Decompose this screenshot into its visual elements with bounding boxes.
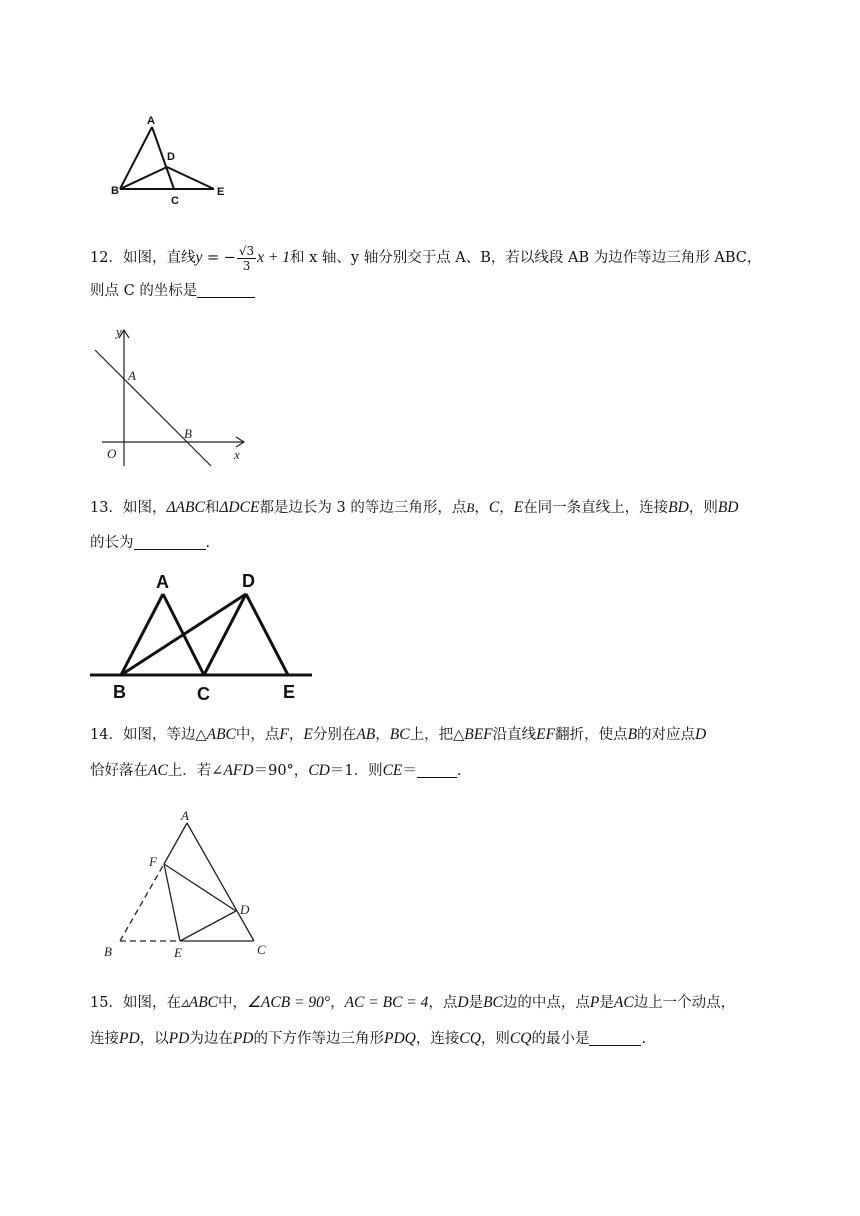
math-afd: AFD xyxy=(223,762,254,779)
segment-fe xyxy=(164,864,180,941)
math-triangle-abc: ▵ABC xyxy=(180,994,219,1011)
question-text: 如图，在 xyxy=(122,995,181,1011)
question-text: 如图， xyxy=(122,500,167,516)
figure-13-diagram xyxy=(90,566,320,706)
math-cq: CQ xyxy=(509,1030,532,1047)
label-b: B xyxy=(113,682,126,702)
question-text: 边的中点，点 xyxy=(502,995,590,1011)
question-text: ＝ xyxy=(402,763,417,779)
math-point-e: E xyxy=(513,499,524,516)
question-15 xyxy=(90,985,780,1057)
math-point-c: C xyxy=(488,499,500,516)
label-d: D xyxy=(242,571,255,591)
math-pd: PD xyxy=(232,1030,254,1047)
question-text: 边上一个动点， xyxy=(633,995,736,1011)
comma: ， xyxy=(474,500,489,516)
math-angle-acb: ∠ACB = 90° xyxy=(247,994,331,1011)
math-p: P xyxy=(589,994,600,1011)
question-15-line-2 xyxy=(90,1021,780,1057)
question-text: ，以 xyxy=(139,1031,169,1047)
question-text: 和 x 轴、y 轴分别交于点 A、B，若以线段 AB 为边作等边三角形 ABC， xyxy=(290,250,762,266)
question-text: 如图，直线 xyxy=(122,250,196,266)
math-ac: AC xyxy=(613,994,634,1011)
math-ef: EF xyxy=(536,726,556,743)
math-ab: AB xyxy=(356,726,376,743)
label-f: F xyxy=(149,854,157,869)
label-c: C xyxy=(257,942,266,957)
question-text: 和 xyxy=(204,500,220,516)
answer-blank[interactable] xyxy=(197,281,255,298)
question-14 xyxy=(90,717,780,789)
math-ce: CE xyxy=(382,762,403,779)
label-a: A xyxy=(181,808,189,823)
question-text: 中，点 xyxy=(235,727,280,743)
question-12-line-1 xyxy=(90,240,780,276)
question-text: 翻折，使点 xyxy=(555,727,628,743)
math-d: D xyxy=(695,726,707,743)
question-text: 分别在 xyxy=(312,727,357,743)
question-12 xyxy=(90,240,780,309)
question-text: 的最小是 xyxy=(531,1031,590,1047)
question-text: . xyxy=(456,763,462,779)
segment-ac xyxy=(187,823,254,941)
question-13-line-1 xyxy=(90,490,780,526)
question-text: . xyxy=(641,1031,647,1047)
question-text: 是 xyxy=(599,995,614,1011)
label-a: A xyxy=(147,115,155,127)
question-text: 上．若∠ xyxy=(167,763,224,779)
question-text: 都是边长为 3 的等边三角形，点 xyxy=(259,500,467,516)
question-number: 14． xyxy=(90,727,123,743)
question-text: ，点 xyxy=(428,995,458,1011)
math-bc: BC xyxy=(483,994,503,1011)
question-14-line-2 xyxy=(90,753,780,789)
segment-ed xyxy=(180,911,236,941)
label-a: A xyxy=(156,572,169,592)
question-text: . xyxy=(205,535,211,551)
question-text: ＝90°， xyxy=(253,763,309,779)
question-text: 连接 xyxy=(90,1031,119,1047)
equation-rest: x + 1 xyxy=(257,249,290,266)
segment-bf-dashed xyxy=(120,864,164,941)
equation-fraction xyxy=(237,244,256,273)
math-d: D xyxy=(457,994,469,1011)
equation-y: y xyxy=(195,249,203,266)
question-12-line-2 xyxy=(90,274,780,309)
figure-13 xyxy=(90,566,320,706)
segment-de xyxy=(167,167,214,189)
question-text: 的对应点 xyxy=(637,727,696,743)
question-13-line-2 xyxy=(90,526,780,561)
question-text: 沿直线 xyxy=(492,727,537,743)
label-a: A xyxy=(128,368,136,383)
question-text: ，则 xyxy=(688,500,718,516)
label-e: E xyxy=(174,945,182,960)
comma: ， xyxy=(288,727,304,743)
math-bd: BD xyxy=(717,499,739,516)
question-text: 则点 C 的坐标是 xyxy=(90,283,198,299)
math-f: F xyxy=(279,726,289,743)
question-text: ，则 xyxy=(480,1031,510,1047)
math-e: E xyxy=(303,726,313,743)
comma: ， xyxy=(375,727,390,743)
label-b: B xyxy=(111,185,119,197)
question-text: 在同一条直线上，连接 xyxy=(523,500,669,516)
label-e: E xyxy=(217,186,225,198)
math-cq: CQ xyxy=(459,1030,481,1047)
comma: ， xyxy=(330,995,345,1011)
math-ac-bc: AC = BC = 4 xyxy=(344,994,429,1011)
label-d: D xyxy=(240,902,250,917)
math-abc: ABC xyxy=(206,726,236,743)
math-cd: CD xyxy=(308,762,330,779)
label-b: B xyxy=(104,944,112,959)
question-text: ＝1．则 xyxy=(329,763,383,779)
segment-bd xyxy=(120,167,167,189)
label-c: C xyxy=(171,195,179,207)
question-text: 上，把△ xyxy=(409,727,465,743)
fraction-numerator: √3 xyxy=(238,243,255,258)
question-text: 是 xyxy=(468,995,484,1011)
question-text: 为边在 xyxy=(189,1031,233,1047)
figure-14 xyxy=(98,806,278,966)
question-text: ，连接 xyxy=(415,1031,460,1047)
math-b: B xyxy=(627,726,638,743)
figure-14-diagram xyxy=(98,806,278,966)
figure-12 xyxy=(92,326,262,466)
answer-blank[interactable] xyxy=(589,1029,641,1046)
question-text: 如图，等边△ xyxy=(122,727,207,743)
label-y: y xyxy=(116,324,122,339)
math-pd: PD xyxy=(168,1030,190,1047)
question-14-line-1 xyxy=(90,717,780,753)
question-text: 中， xyxy=(218,995,248,1011)
segment-ab xyxy=(120,127,152,189)
question-number: 13． xyxy=(90,500,123,516)
math-ac: AC xyxy=(148,762,168,779)
math-pdq: PDQ xyxy=(384,1030,416,1047)
question-text: 恰好落在 xyxy=(90,763,148,779)
answer-blank[interactable] xyxy=(417,761,457,778)
question-15-line-1 xyxy=(90,985,780,1021)
segment-de xyxy=(246,594,288,675)
figure-11-diagram xyxy=(108,112,238,207)
segment-fa xyxy=(164,823,187,864)
label-e: E xyxy=(283,682,296,702)
math-bd: BD xyxy=(668,499,689,516)
math-pd: PD xyxy=(119,1030,140,1047)
comma: ， xyxy=(499,500,514,516)
question-number: 15． xyxy=(90,995,123,1011)
label-o: O xyxy=(107,446,117,461)
math-bef: BEF xyxy=(464,726,493,743)
question-text: 的长为 xyxy=(90,535,134,551)
label-x: x xyxy=(234,447,240,462)
segment-fd xyxy=(164,864,236,911)
math-point-b: B xyxy=(466,500,475,515)
question-number: 12． xyxy=(90,250,123,266)
fraction-denominator: 3 xyxy=(242,258,251,273)
figure-12-diagram xyxy=(92,326,262,466)
math-bc: BC xyxy=(389,726,410,743)
label-c: C xyxy=(197,684,210,704)
math-triangle-dce: ΔDCE xyxy=(219,499,260,516)
segment-bd xyxy=(121,594,246,675)
label-b: B xyxy=(184,426,192,441)
equation-equals: = − xyxy=(206,250,236,266)
answer-blank[interactable] xyxy=(134,533,206,550)
figure-11 xyxy=(108,112,238,207)
math-triangle-abc: ΔABC xyxy=(166,499,205,516)
question-text: 的下方作等边三角形 xyxy=(253,1031,385,1047)
label-d: D xyxy=(167,151,175,163)
question-13 xyxy=(90,490,780,561)
